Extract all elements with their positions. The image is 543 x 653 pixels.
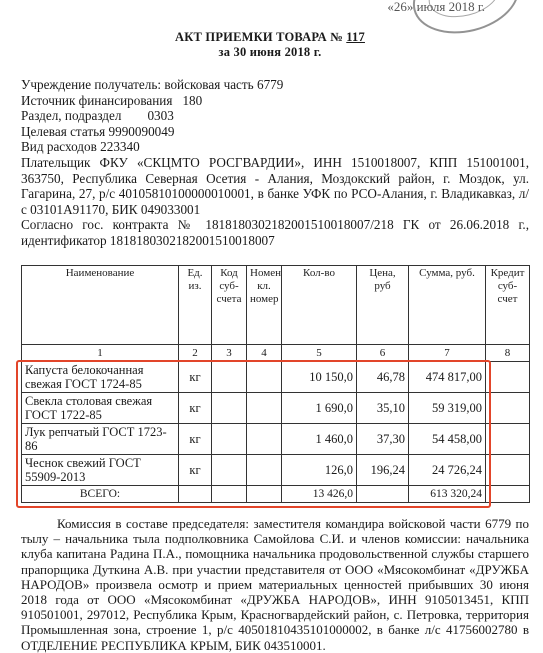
total-label: ВСЕГО:: [22, 486, 179, 503]
recipient-row: [21, 77, 529, 93]
expense-row: [21, 139, 529, 155]
item-qty: 1 690,0: [282, 393, 357, 424]
item-credit: [486, 362, 530, 393]
total-empty: [357, 486, 409, 503]
article-row: [21, 124, 529, 140]
item-subaccount: [212, 362, 247, 393]
document-title: [120, 30, 420, 60]
finance-row: [21, 93, 529, 109]
total-empty: [179, 486, 212, 503]
total-sum: 613 320,24: [409, 486, 486, 503]
article-label: Целевая статья: [21, 123, 106, 139]
item-qty: 1 460,0: [282, 424, 357, 455]
contract-text: Согласно гос. контракта № 1818180302182001510018007/218 ГК от 26.06.2018 г., идентификатор 1818180302182001510018007: [21, 217, 529, 248]
total-empty: [212, 486, 247, 503]
table-row: [22, 455, 530, 486]
item-qty: 126,0: [282, 455, 357, 486]
item-credit: [486, 455, 530, 486]
table-row: [22, 362, 530, 393]
total-empty: [486, 486, 530, 503]
item-credit: [486, 424, 530, 455]
header-price: Цена, руб: [357, 266, 409, 345]
column-number: 7: [409, 345, 486, 362]
section-label: Раздел, подраздел: [21, 108, 122, 124]
item-unit: кг: [179, 424, 212, 455]
item-name: Свекла столовая свежая ГОСТ 1722-85: [22, 393, 179, 424]
act-number: 117: [346, 30, 365, 44]
item-name: Капуста белокочанная свежая ГОСТ 1724-85: [22, 362, 179, 393]
header-quantity: Кол-во: [282, 266, 357, 345]
item-price: 46,78: [357, 362, 409, 393]
goods-table: [21, 265, 530, 503]
item-subaccount: [212, 455, 247, 486]
commission-paragraph: Комиссия в составе председателя: заместителя командира войсковой части 6779 по тылу – начальника тыла подполковника Самойлова С.И. и членов комиссии: начальника клуба капитана Радина П.А., помощника начальника продовольственной службы старшего прапорщика Дуткина А.В. при участии представителя от ООО «Мясокомбинат «ДРУЖБА НАРОДОВ» произвела осмотр и прием материальных ценностей прибывших 30 июня 2018 года от ООО «Мясокомбинат «ДРУЖБА НАРОДОВ», ИНН 9105013451, КПП 910501001, 297012, Республика Крым, Красногвардейский район, с. Петровка, территория Промышленная зона, строение 1, р/с 40501810435101000002, в банке л/с 41756002780 в ОТДЕЛЕНИЕ РЕСПУБЛИКА КРЫМ, БИК 043510001.: [21, 516, 529, 653]
item-sum: 54 458,00: [409, 424, 486, 455]
item-sum: 24 726,24: [409, 455, 486, 486]
item-qty: 10 150,0: [282, 362, 357, 393]
item-subaccount: [212, 393, 247, 424]
article-value: 9990090049: [108, 123, 175, 139]
column-number-row: [22, 345, 530, 362]
column-number: 1: [22, 345, 179, 362]
document-date: «26» июля 2018 г.: [387, 0, 485, 14]
item-subaccount: [212, 424, 247, 455]
header-subaccount-code: Код суб-счета: [212, 266, 247, 345]
total-qty: 13 426,0: [282, 486, 357, 503]
info-block: [21, 77, 529, 249]
header-unit: Ед. из.: [179, 266, 212, 345]
recipient-label: Учреждение получатель:: [21, 77, 162, 92]
column-number: 5: [282, 345, 357, 362]
header-credit-subaccount: Кредит суб-счет: [486, 266, 530, 345]
item-nomenclature: [247, 455, 282, 486]
payer-text: Плательщик ФКУ «СКЦМТО РОСГВАРДИИ», ИНН 1510018007, КПП 151001001, 363750, Республика Северная Осетия - Алания, Моздокский район, г. Моздок, ул. Гагарина, 27, р/с 40105810100000010001, в банке УФК по РСО-Алания, г. Владикавказ, л/с 03101А91170, БИК 049033001: [21, 154, 529, 217]
table-header-row: [22, 266, 530, 345]
section-row: [21, 108, 529, 124]
title-text: АКТ ПРИЕМКИ ТОВАРА №: [175, 30, 343, 44]
column-number: 6: [357, 345, 409, 362]
total-row: [22, 486, 530, 503]
header-name: Наименование: [22, 266, 179, 345]
item-sum: 474 817,00: [409, 362, 486, 393]
title-subtitle: за 30 июня 2018 г.: [218, 45, 322, 59]
item-name: Чеснок свежий ГОСТ 55909-2013: [22, 455, 179, 486]
item-sum: 59 319,00: [409, 393, 486, 424]
recipient-value: войсковая часть 6779: [164, 77, 284, 92]
expense-label: Вид расходов: [21, 139, 97, 155]
table-row: [22, 424, 530, 455]
header-nomenclature-number: Номен кл. номер: [247, 266, 282, 345]
item-nomenclature: [247, 424, 282, 455]
section-value: 0303: [147, 108, 174, 124]
column-number: 3: [212, 345, 247, 362]
column-number: 4: [247, 345, 282, 362]
column-number: 2: [179, 345, 212, 362]
header-sum: Сумма, руб.: [409, 266, 486, 345]
item-nomenclature: [247, 393, 282, 424]
item-credit: [486, 393, 530, 424]
item-price: 196,24: [357, 455, 409, 486]
column-number: 8: [486, 345, 530, 362]
item-unit: кг: [179, 455, 212, 486]
finance-value: 180: [182, 92, 203, 108]
finance-label: Источник финансирования: [21, 92, 173, 108]
item-name: Лук репчатый ГОСТ 1723-86: [22, 424, 179, 455]
item-price: 35,10: [357, 393, 409, 424]
expense-value: 223340: [100, 139, 140, 155]
item-unit: кг: [179, 362, 212, 393]
item-nomenclature: [247, 362, 282, 393]
table-row: [22, 393, 530, 424]
item-price: 37,30: [357, 424, 409, 455]
item-unit: кг: [179, 393, 212, 424]
total-empty: [247, 486, 282, 503]
